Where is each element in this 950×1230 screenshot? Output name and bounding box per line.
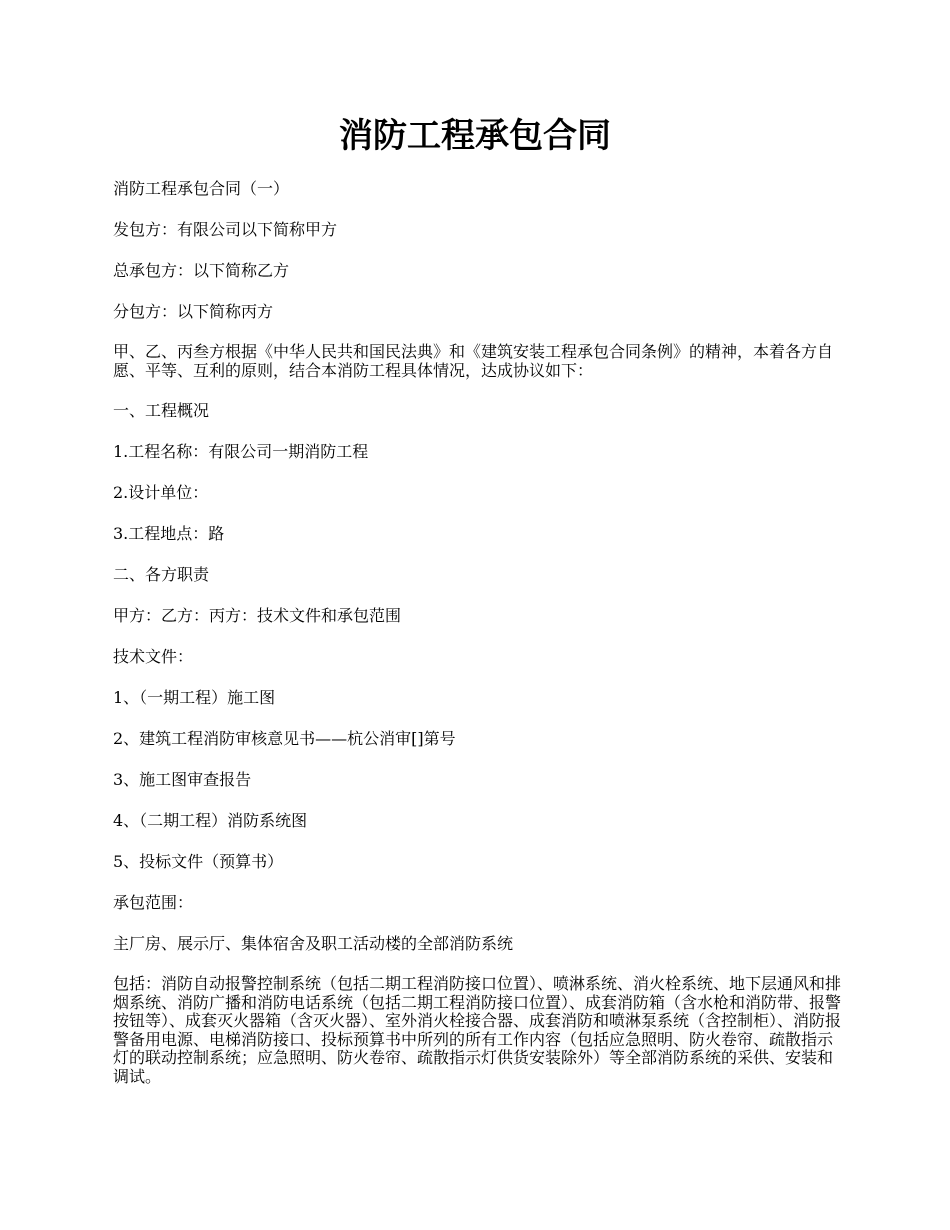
list-item-technical-doc-5: 5、投标文件（预算书）	[113, 852, 284, 871]
paragraph-parties-scope: 甲方：乙方：丙方：技术文件和承包范围	[113, 606, 402, 625]
list-item-technical-doc-4: 4、（二期工程）消防系统图	[113, 811, 308, 830]
list-item-technical-doc-1: 1、（一期工程）施工图	[113, 688, 276, 707]
document-title: 消防工程承包合同	[339, 116, 611, 156]
paragraph-party-a: 发包方：有限公司以下简称甲方	[113, 220, 338, 239]
list-item-technical-doc-3: 3、施工图审查报告	[113, 770, 252, 789]
section-heading-project-overview: 一、工程概况	[113, 401, 210, 420]
paragraph-project-location: 3.工程地点：路	[113, 524, 225, 543]
paragraph-design-unit: 2.设计单位：	[113, 483, 209, 502]
paragraph-scope-label: 承包范围：	[113, 893, 194, 912]
paragraph-scope-details: 包括：消防自动报警控制系统（包括二期工程消防接口位置）、喷淋系统、消火栓系统、地下层通风和排烟系统、消防广播和消防电话系统（包括二期工程消防接口位置）、成套消防箱（含水枪和消防带、报警按钮等）、成套灭火器箱（含灭火器）、室外消火栓接合器、成套消防和喷淋泵系统（含控制柜）、消防报警备用电源、电梯消防接口、投标预算书中所列的所有工作内容（包括应急照明、防火卷帘、疏散指示灯的联动控制系统；应急照明、防火卷帘、疏散指示灯供货安装除外）等全部消防系统的采供、安装和调试。	[113, 974, 842, 1086]
paragraph-scope-buildings: 主厂房、展示厅、集体宿舍及职工活动楼的全部消防系统	[113, 934, 514, 953]
section-heading-responsibilities: 二、各方职责	[113, 565, 210, 584]
paragraph-project-name: 1.工程名称：有限公司一期消防工程	[113, 442, 369, 461]
document-body	[113, 179, 843, 1107]
paragraph-party-b: 总承包方：以下简称乙方	[113, 261, 290, 280]
paragraph-contract-subtitle: 消防工程承包合同（一）	[113, 179, 290, 198]
paragraph-party-c: 分包方：以下简称丙方	[113, 302, 274, 321]
paragraph-technical-documents-label: 技术文件：	[113, 647, 194, 666]
list-item-technical-doc-2: 2、建筑工程消防审核意见书——杭公消审[]第号	[113, 729, 456, 748]
paragraph-preamble: 甲、乙、丙叁方根据《中华人民共和国民法典》和《建筑安装工程承包合同条例》的精神，本着各方自愿、平等、互利的原则，结合本消防工程具体情况，达成协议如下：	[113, 342, 834, 380]
